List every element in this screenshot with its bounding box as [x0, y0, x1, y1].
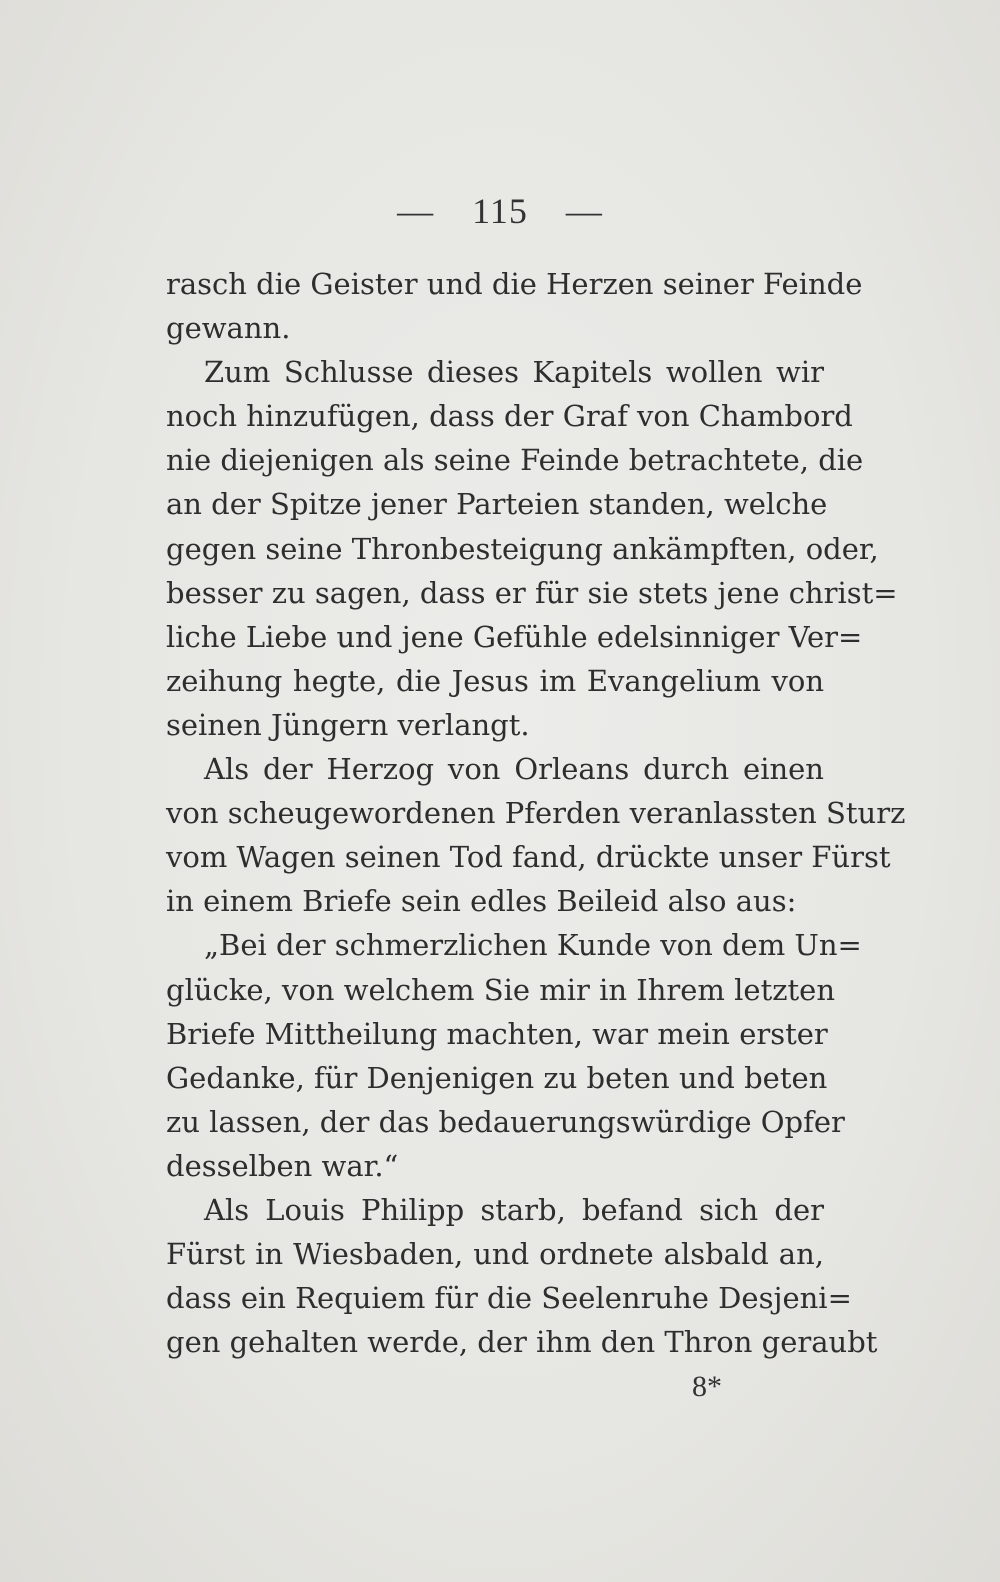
- text-line: Briefe Mittheilung machten, war mein erster: [166, 1016, 828, 1051]
- text-line: dass ein Requiem für die Seelenruhe Desjeni=: [166, 1281, 852, 1316]
- header-dash-left: —: [397, 191, 435, 231]
- text-line: Gedanke, für Denjenigen zu beten und beten: [166, 1060, 828, 1095]
- page-number: 115: [472, 191, 528, 231]
- text-line: gegen seine Thronbesteigung ankämpften, oder,: [166, 531, 879, 566]
- text-line: noch hinzufügen, dass der Graf von Chambord: [166, 399, 853, 434]
- text-line: nie diejenigen als seine Feinde betrachtete, die: [166, 443, 864, 478]
- text-line: gen gehalten werde, der ihm den Thron geraubt: [166, 1325, 878, 1360]
- text-line: glücke, von welchem Sie mir in Ihrem letzten: [166, 972, 836, 1007]
- text-line: desselben war.“: [166, 1148, 399, 1183]
- text-line: Als Louis Philipp starb, befand sich der: [204, 1192, 824, 1227]
- text-line: zeihung hegte, die Jesus im Evangelium von: [166, 663, 824, 698]
- header-dash-right: —: [565, 191, 603, 231]
- text-line: „Bei der schmerzlichen Kunde von dem Un=: [204, 928, 862, 963]
- body-text: [166, 262, 906, 1364]
- text-line: an der Spitze jener Parteien standen, welche: [166, 487, 828, 522]
- text-line: seinen Jüngern verlangt.: [166, 707, 530, 742]
- text-line: vom Wagen seinen Tod fand, drückte unser Fürst: [166, 840, 891, 875]
- text-line: zu lassen, der das bedauerungswürdige Opfer: [166, 1104, 845, 1139]
- text-line: liche Liebe und jene Gefühle edelsinniger Ver=: [166, 619, 863, 654]
- text-line: besser zu sagen, dass er für sie stets jene christ=: [166, 575, 898, 610]
- text-line: in einem Briefe sein edles Beileid also aus:: [166, 884, 797, 919]
- text-line: Zum Schlusse dieses Kapitels wollen wir: [204, 355, 824, 390]
- text-line: von scheugewordenen Pferden veranlassten Sturz: [166, 796, 906, 831]
- text-line: Als der Herzog von Orleans durch einen: [204, 752, 824, 787]
- page-header: [0, 190, 1000, 232]
- signature-mark: 8*: [692, 1370, 722, 1403]
- text-line: gewann.: [166, 311, 291, 346]
- text-line: Fürst in Wiesbaden, und ordnete alsbald an,: [166, 1237, 824, 1272]
- text-line: rasch die Geister und die Herzen seiner Feinde: [166, 267, 863, 301]
